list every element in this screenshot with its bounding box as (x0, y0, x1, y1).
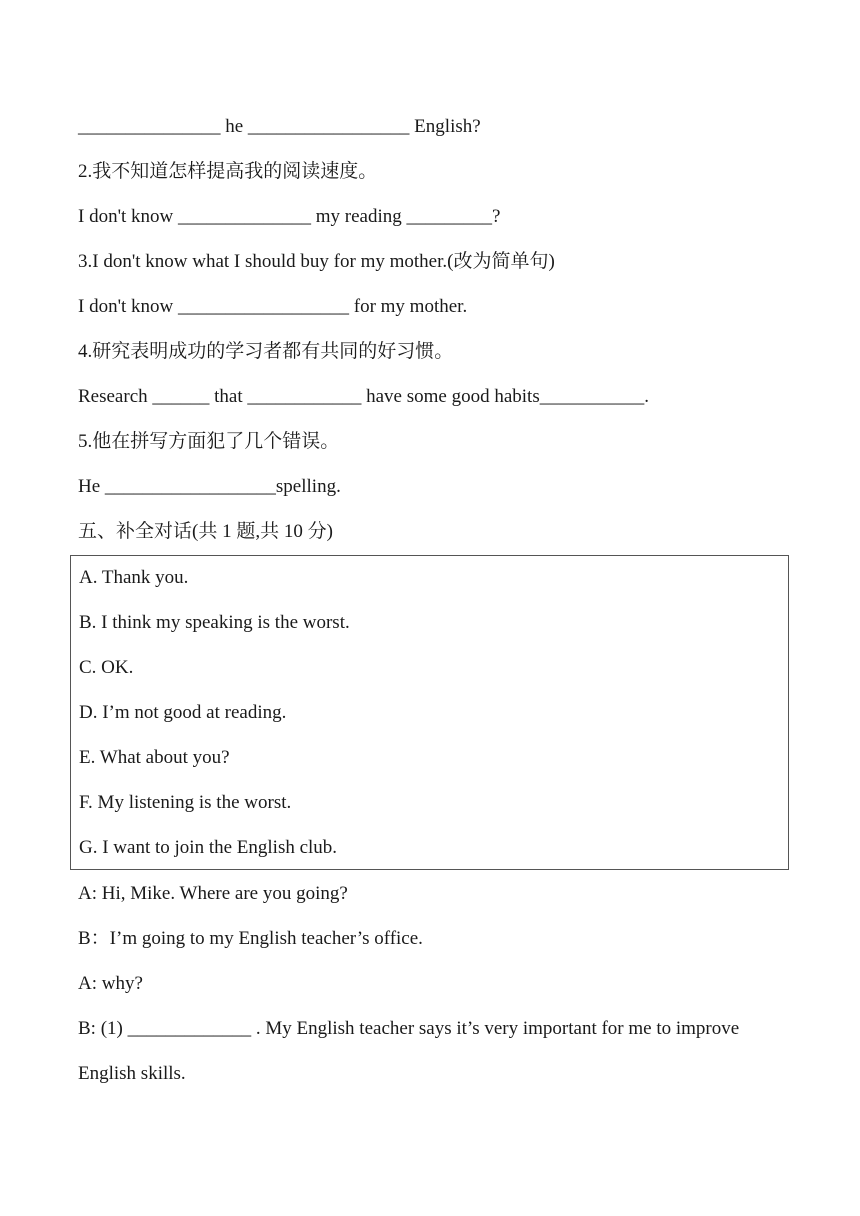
question-2-prompt: 2.我不知道怎样提高我的阅读速度。 (78, 161, 378, 182)
option-f: F. My listening is the worst. (79, 792, 292, 813)
option-c: C. OK. (79, 657, 134, 678)
dialogue-line-4: B: (1) _____________ . My English teacher says it’s very important for me to improve (78, 1018, 740, 1039)
question-3-answer-line: I don't know __________________ for my mother. (78, 296, 468, 317)
question-2-answer-line: I don't know ______________ my reading _________? (78, 206, 501, 227)
section-heading: 五、补全对话(共 1 题,共 10 分) (78, 521, 333, 542)
question-4-prompt: 4.研究表明成功的学习者都有共同的好习惯。 (78, 341, 454, 362)
dialogue-line-2: B：I’m going to my English teacher’s office. (78, 928, 423, 949)
dialogue-line-3: A: why? (78, 973, 143, 994)
question-5-prompt: 5.他在拼写方面犯了几个错误。 (78, 431, 340, 452)
question-1-answer-line: _______________ he _________________ English? (78, 116, 481, 137)
question-4-answer-line: Research ______ that ____________ have some good habits___________. (78, 386, 649, 407)
option-d: D. I’m not good at reading. (79, 702, 287, 723)
option-g: G. I want to join the English club. (79, 837, 338, 858)
options-box (70, 555, 789, 870)
option-b: B. I think my speaking is the worst. (79, 612, 350, 633)
option-e: E. What about you? (79, 747, 230, 768)
question-5-answer-line: He __________________spelling. (78, 476, 341, 497)
option-a: A. Thank you. (79, 567, 189, 588)
question-3-prompt: 3.I don't know what I should buy for my mother.(改为简单句) (78, 251, 555, 272)
dialogue-line-1: A: Hi, Mike. Where are you going? (78, 883, 348, 904)
dialogue-line-5: English skills. (78, 1063, 186, 1084)
